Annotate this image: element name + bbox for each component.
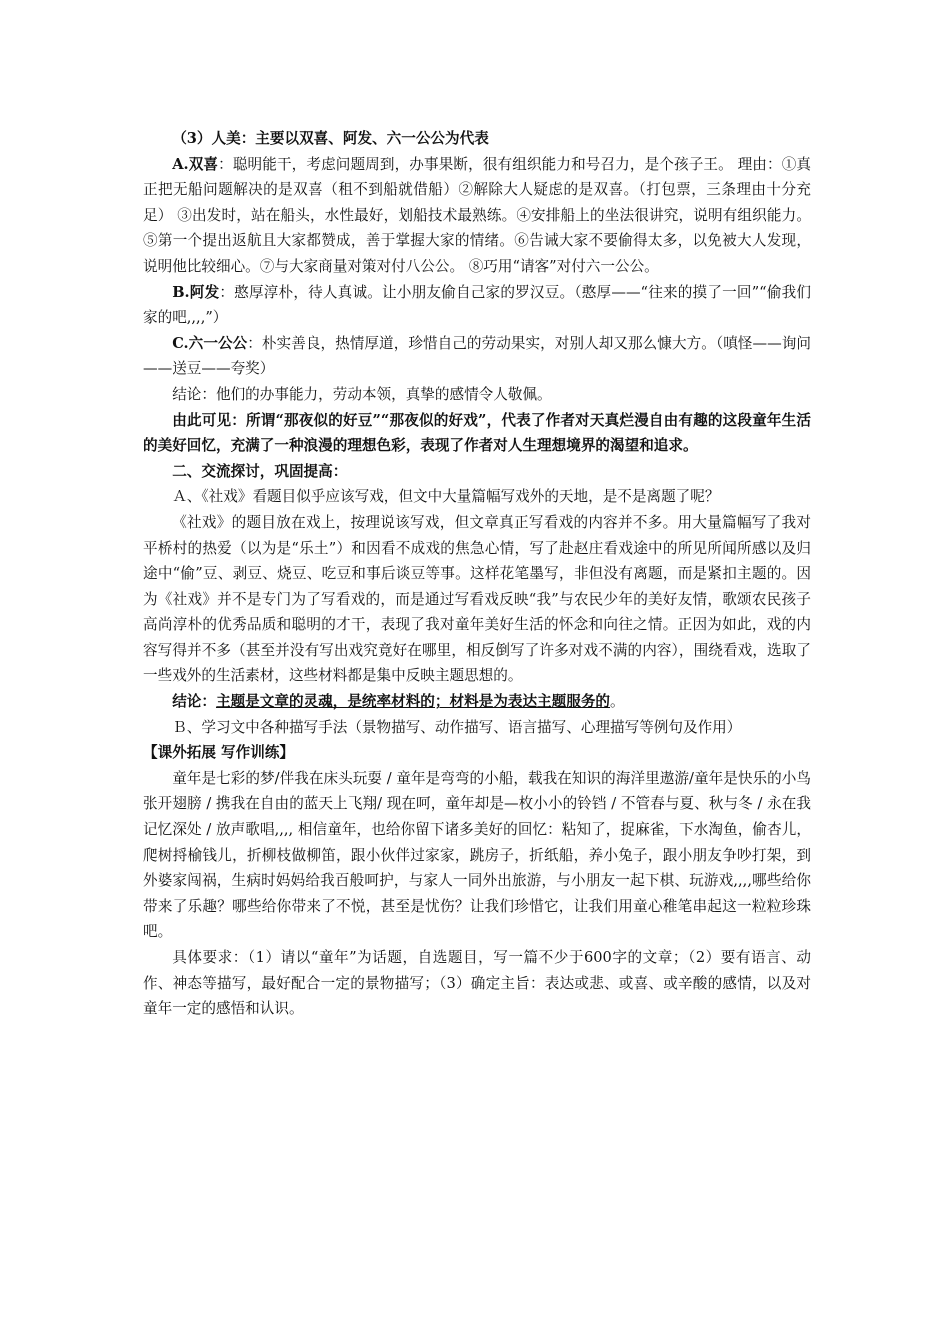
extension-heading: 【课外拓展 写作训练】 bbox=[143, 744, 295, 762]
afa-paragraph bbox=[143, 280, 811, 331]
extension-intro: 童年是七彩的梦/伴我在床头玩耍 / 童年是弯弯的小船，载我在知识的海洋里遨游/童年是快乐的小鸟张开翅膀 / 携我在自由的蓝天上飞翔/ 现在呵，童年却是—枚小小的铃铛 / 不管春与夏、秋与冬 / 永在我记忆深处 / 放声歌唱,,,, 相信童年，也给你留下诸多美好的回忆：粘知了，捉麻雀，下水淘鱼，偷杏儿，爬树捋榆钱儿，折柳枝做柳笛，跟小伙伴过家家，跳房子，折纸船，养小兔子，跟小朋友争吵打架，到外婆家闯祸，生病时妈妈给我百般呵护，与家人一同外出旅游，与小朋友一起下棋、玩游戏,,,,哪些给你带来了乐趣？哪些给你带来了不悦，甚至是忧伤？让我们珍惜它，让我们用童心稚笔串起这一粒粒珍珠吧。 bbox=[143, 769, 811, 941]
afa-text: ：憨厚淳朴，待人真诚。让小朋友偷自己家的罗汉豆。（憨厚——“往来的摸了一回”“偷我们家的吧,,,,”） bbox=[143, 283, 811, 327]
afa-label: B.阿发 bbox=[172, 283, 220, 301]
section-3-heading: （3）人美：主要以双喜、阿发、六一公公为代表 bbox=[172, 130, 489, 147]
shuangxi-label: A.双喜 bbox=[172, 155, 219, 173]
liuyi-text: ：朴实善良，热情厚道，珍惜自己的劳动果实，对别人却又那么慷大方。（嗔怪——询问——送豆——夸奖） bbox=[143, 334, 811, 378]
question-b: Ｂ、学习文中各种描写手法（景物描写、动作描写、语言描写、心理描写等例句及作用） bbox=[172, 718, 742, 736]
shuangxi-text: ：聪明能干，考虑问题周到，办事果断，很有组织能力和号召力，是个孩子王。 理由：①真正把无船问题解决的是双喜（租不到船就借船）②解除大人疑虑的是双喜。（打包票，三条理由十分充足） ③出发时，站在船头，水性最好，划船技术最熟练。④安排船上的坐法很讲究，说明有组织能力。 ⑤第一个提出返航且大家都赞成，善于掌握大家的情绪。⑥告诫大家不要偷得太多，以免被大人发现，说明他比较细心。⑦与大家商量对策对付八公公。 ⑧巧用“请客”对付六一公公。 bbox=[143, 155, 811, 275]
shuangxi-paragraph bbox=[143, 152, 811, 280]
conclusion-paragraph: 结论：他们的办事能力，劳动本领，真挚的感情令人敬佩。 bbox=[172, 385, 552, 403]
liuyi-paragraph bbox=[143, 331, 811, 382]
question-a: Ａ、《社戏》看题目似乎应该写戏，但文中大量篇幅写戏外的天地，是不是离题了呢？ bbox=[172, 488, 720, 506]
summary-paragraph: 由此可见：所谓“那夜似的好豆”“那夜似的好戏”，代表了作者对天真烂漫自由有趣的这段童年生活的美好回忆，充满了一种浪漫的理想色彩，表现了作者对人生理想境界的渴望和追求。 bbox=[143, 411, 811, 455]
document-page bbox=[143, 126, 811, 1022]
liuyi-label: C.六一公公 bbox=[172, 334, 248, 352]
theme-conclusion-text: 主题是文章的灵魂，是统率材料的；材料是为表达主题服务的 bbox=[215, 693, 611, 711]
theme-conclusion-label: 结论： bbox=[172, 693, 216, 711]
answer-a: 《社戏》的题目放在戏上，按理说该写戏，但文章真正写看戏的内容并不多。用大量篇幅写了我对平桥村的热爱（以为是“乐土”）和因看不成戏的焦急心情，写了赴赵庄看戏途中的所见所闻所感以及归途中“偷”豆、剥豆、烧豆、吃豆和事后谈豆等事。这样花笔墨写，非但没有离题，而是紧扣主题的。因为《社戏》并不是专门为了写看戏的，而是通过写看戏反映“我”与农民少年的美好友情，歌颂农民孩子高尚淳朴的优秀品质和聪明的才干，表现了我对童年美好生活的怀念和向往之情。正因为如此，戏的内容写得并不多（甚至并没有写出戏究竟好在哪里，相反倒写了许多对戏不满的内容），围绕看戏，选取了一些戏外的生活素材，这些材料都是集中反映主题思想的。 bbox=[143, 513, 811, 685]
theme-conclusion-end: 。 bbox=[610, 693, 625, 711]
theme-conclusion bbox=[143, 689, 811, 715]
writing-requirements: 具体要求：（1）请以“童年”为话题，自选题目，写一篇不少于600字的文章；（2）要有语言、动作、神态等描写，最好配合一定的景物描写；（3）确定主旨：表达或悲、或喜、或辛酸的感情，以及对童年一定的感悟和认识。 bbox=[143, 949, 811, 1018]
section-2-heading: 二、交流探讨，巩固提高： bbox=[172, 462, 348, 480]
